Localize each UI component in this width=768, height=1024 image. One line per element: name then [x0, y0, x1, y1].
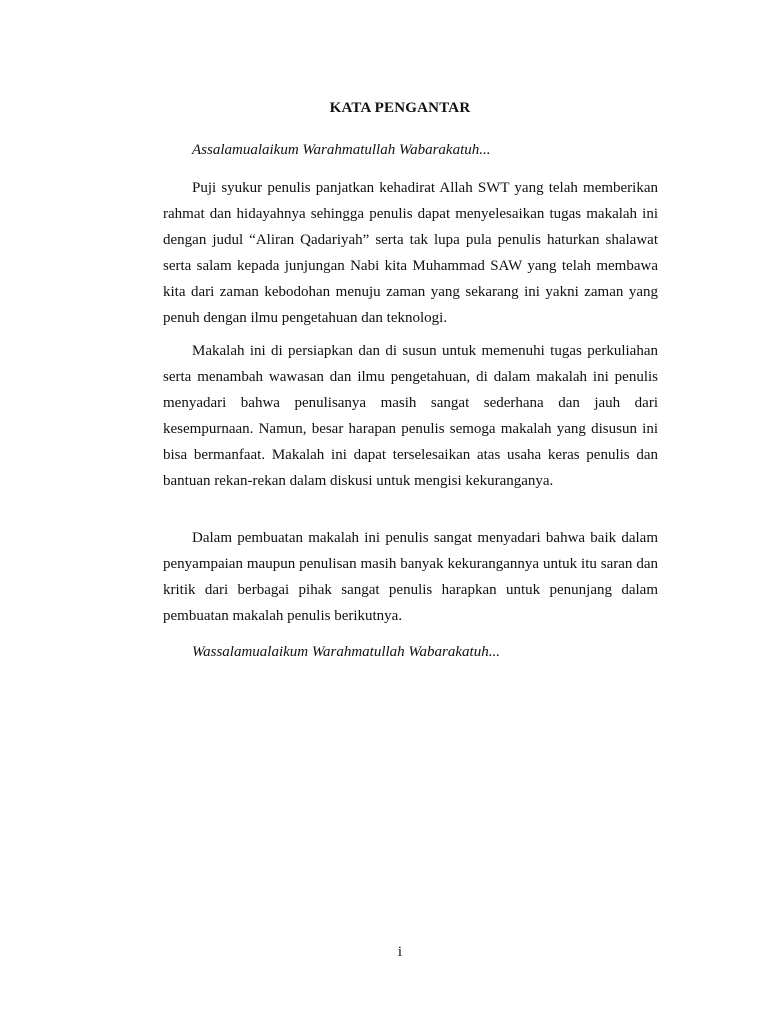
page-title: KATA PENGANTAR	[329, 100, 471, 116]
opening-greeting: Assalamualaikum Warahmatullah Wabarakatuh...	[192, 142, 491, 158]
closing-greeting: Wassalamualaikum Warahmatullah Wabarakatuh...	[192, 644, 500, 660]
paragraph-2: Makalah ini di persiapkan dan di susun untuk memenuhi tugas perkuliahan serta menambah wawasan dan ilmu pengetahuan, di dalam makalah ini penulis menyadari bahwa penulisanya masih sangat sederhana dan jauh dari kesempurnaan. Namun, besar harapan penulis semoga makalah yang disusun ini bisa bermanfaat. Makalah ini dapat terselesaikan atas usaha keras penulis dan bantuan rekan-rekan dalam diskusi untuk mengisi kekuranganya.	[163, 343, 658, 489]
paragraph-3: Dalam pembuatan makalah ini penulis sangat menyadari bahwa baik dalam penyampaian maupun penulisan masih banyak kekurangannya untuk itu saran dan kritik dari berbagai pihak sangat penulis harapkan untuk penunjang dalam pembuatan makalah penulis berikutnya.	[163, 530, 658, 624]
page-number: i	[397, 944, 403, 960]
paragraph-1: Puji syukur penulis panjatkan kehadirat Allah SWT yang telah memberikan rahmat dan hidayahnya sehingga penulis dapat menyelesaikan tugas makalah ini dengan judul “Aliran Qadariyah” serta tak lupa pula penulis haturkan shalawat serta salam kepada junjungan Nabi kita Muhammad SAW yang telah membawa kita dari zaman kebodohan menuju zaman yang sekarang ini yakni zaman yang penuh dengan ilmu pengetahuan dan teknologi.	[163, 180, 658, 326]
